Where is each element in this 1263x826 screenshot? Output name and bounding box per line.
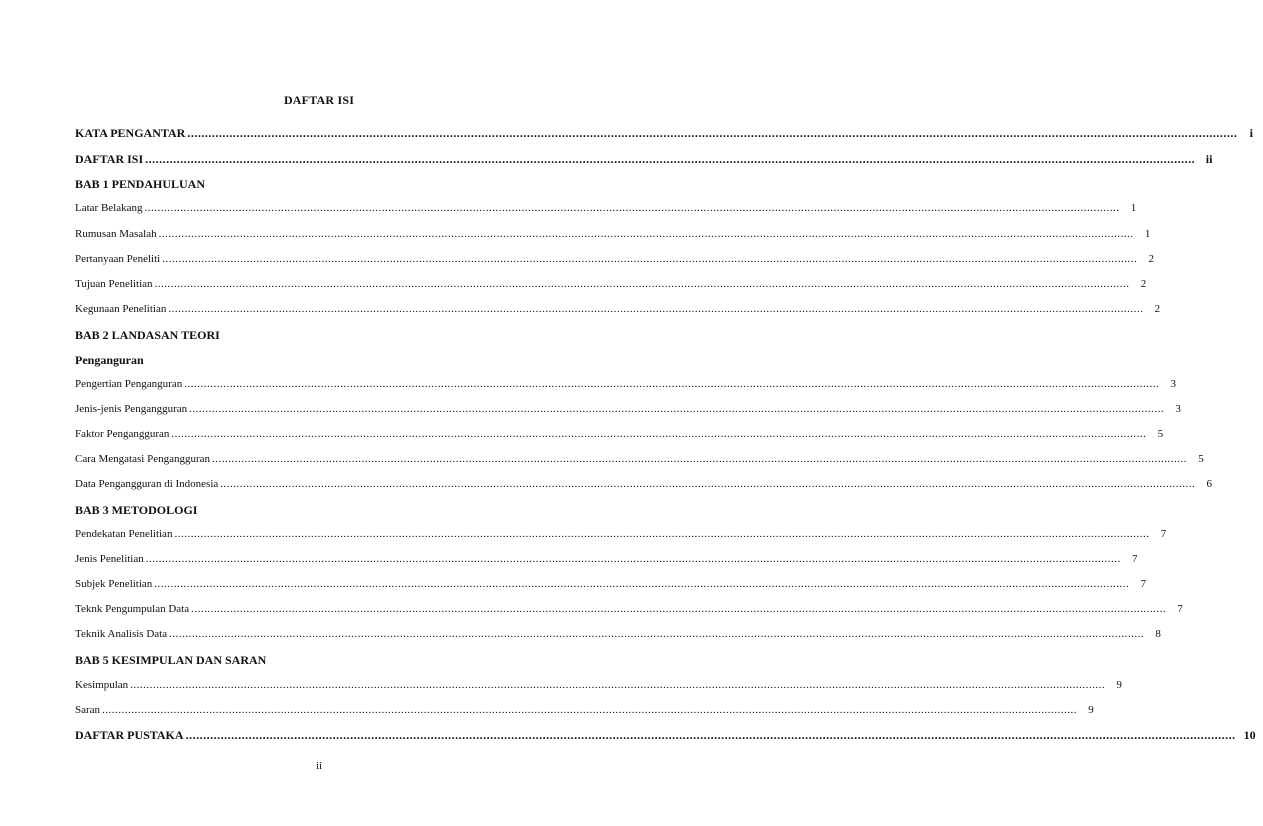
dot-leader: ............................................................................................................................................................................................................................................................................................................ — [189, 403, 1165, 415]
toc-entry-page: 2 — [1148, 253, 1154, 265]
toc-entry-label: DAFTAR PUSTAKA — [75, 728, 184, 742]
toc-entry[interactable] — [75, 202, 1137, 218]
toc-entry-label: Jenis-jenis Pengangguran — [75, 403, 188, 415]
chapter-heading-bab1: BAB 1 PENDAHULUAN — [75, 177, 206, 191]
dot-leader: ............................................................................................................................................................................................................................................................................................................ — [212, 453, 1188, 465]
dot-leader: ............................................................................................................................................................................................................................................................................................................ — [145, 553, 1121, 565]
toc-entry[interactable] — [75, 278, 1147, 294]
chapter-heading-bab2: BAB 2 LANDASAN TEORI — [75, 328, 220, 342]
dot-leader: ............................................................................................................................................................................................................................................................................................................ — [174, 528, 1150, 540]
toc-entry[interactable] — [75, 553, 1138, 569]
toc-entry-label: Kegunaan Penelitian — [75, 303, 167, 315]
dot-leader: ............................................................................................................................................................................................................................................................................................................ — [102, 704, 1078, 716]
toc-entry-page: 10 — [1243, 728, 1256, 742]
chapter-heading-bab5: BAB 5 KESIMPULAN DAN SARAN — [75, 653, 267, 667]
toc-entry[interactable] — [75, 253, 1154, 269]
toc-entry-label: Saran — [75, 704, 101, 716]
toc-entry-page: 8 — [1155, 628, 1161, 640]
dot-leader: ............................................................................................................................................................................................................................................................................................................ — [162, 253, 1138, 265]
toc-entry[interactable] — [75, 528, 1167, 544]
toc-entry-label: Latar Belakang — [75, 202, 143, 214]
toc-entry-label: Subjek Penelitian — [75, 578, 153, 590]
dot-leader: ............................................................................................................................................................................................................................................................................................................ — [187, 126, 1238, 140]
toc-entry-label: Data Pengangguran di Indonesia — [75, 478, 219, 490]
toc-entry[interactable] — [75, 428, 1164, 444]
dot-leader: ............................................................................................................................................................................................................................................................................................................ — [158, 228, 1134, 240]
toc-entry-page: 7 — [1140, 578, 1147, 590]
toc-entry[interactable] — [75, 679, 1122, 695]
toc-entry-page: 2 — [1154, 303, 1161, 315]
toc-entry-label: Faktor Pengangguran — [75, 428, 170, 440]
dot-leader: ............................................................................................................................................................................................................................................................................................................ — [184, 378, 1160, 390]
toc-entry[interactable] — [75, 228, 1151, 244]
toc-entry-page: 7 — [1160, 528, 1167, 540]
toc-entry-page: 5 — [1157, 428, 1164, 440]
toc-entry-page: 9 — [1088, 704, 1094, 716]
toc-entry-page: ii — [1205, 152, 1213, 166]
dot-leader: ............................................................................................................................................................................................................................................................................................................ — [154, 578, 1130, 590]
dot-leader: ............................................................................................................................................................................................................................................................................................................ — [154, 278, 1130, 290]
dot-leader: ............................................................................................................................................................................................................................................................................................................ — [169, 628, 1145, 640]
toc-entry-label: KATA PENGANTAR — [75, 126, 186, 140]
toc-entry-page: 3 — [1175, 403, 1181, 415]
toc-entry[interactable] — [75, 578, 1147, 594]
toc-entry-label: Kesimpulan — [75, 679, 129, 691]
toc-entry-page: 9 — [1116, 679, 1122, 691]
page-title: DAFTAR ISI — [283, 93, 355, 107]
toc-entry-label: Teknik Analisis Data — [75, 628, 168, 640]
dot-leader: ............................................................................................................................................................................................................................................................................................................ — [144, 202, 1120, 214]
toc-entry-page: i — [1249, 126, 1254, 140]
toc-entry[interactable] — [75, 378, 1176, 394]
toc-entry[interactable] — [75, 403, 1181, 419]
toc-entry-label: Rumusan Masalah — [75, 228, 157, 240]
dot-leader: ............................................................................................................................................................................................................................................................................................................ — [171, 428, 1147, 440]
toc-entry-daftar-pustaka[interactable] — [75, 728, 1256, 744]
toc-entry-page: 6 — [1206, 478, 1213, 490]
toc-entry[interactable] — [75, 453, 1204, 469]
toc-entry-label: Jenis Penelitian — [75, 553, 144, 565]
toc-entry[interactable] — [75, 303, 1161, 319]
toc-entry-page: 3 — [1170, 378, 1176, 390]
dot-leader: ............................................................................................................................................................................................................................................................................................................ — [185, 728, 1236, 742]
toc-entry-page: 1 — [1144, 228, 1151, 240]
section-heading-penganguran: Penganguran — [75, 353, 144, 367]
page-number: ii — [315, 760, 323, 772]
toc-entry-label: Pengertian Penganguran — [75, 378, 183, 390]
dot-leader: ............................................................................................................................................................................................................................................................................................................ — [130, 679, 1106, 691]
toc-entry-page: 1 — [1130, 202, 1137, 214]
dot-leader: ............................................................................................................................................................................................................................................................................................................ — [168, 303, 1144, 315]
toc-entry-label: Teknk Pengumpulan Data — [75, 603, 190, 615]
toc-entry-label: Pertanyaan Peneliti — [75, 253, 161, 265]
toc-entry[interactable] — [75, 603, 1183, 619]
toc-entry-daftar-isi[interactable] — [75, 152, 1213, 168]
toc-entry-page: 5 — [1198, 453, 1204, 465]
dot-leader: ............................................................................................................................................................................................................................................................................................................ — [220, 478, 1196, 490]
toc-entry[interactable] — [75, 704, 1094, 720]
toc-entry-label: Cara Mengatasi Pengangguran — [75, 453, 211, 465]
dot-leader: ............................................................................................................................................................................................................................................................................................................ — [145, 152, 1196, 166]
toc-entry-page: 2 — [1140, 278, 1147, 290]
toc-entry-label: Tujuan Penelitian — [75, 278, 153, 290]
toc-entry-page: 7 — [1177, 603, 1183, 615]
toc-entry[interactable] — [75, 628, 1161, 644]
toc-entry-label: DAFTAR ISI — [75, 152, 144, 166]
chapter-heading-bab3: BAB 3 METODOLOGI — [75, 503, 198, 517]
toc-entry[interactable] — [75, 478, 1213, 494]
toc-entry-page: 7 — [1132, 553, 1138, 565]
toc-entry-kata-pengantar[interactable] — [75, 126, 1254, 142]
dot-leader: ............................................................................................................................................................................................................................................................................................................ — [191, 603, 1167, 615]
toc-entry-label: Pendekatan Penelitian — [75, 528, 173, 540]
